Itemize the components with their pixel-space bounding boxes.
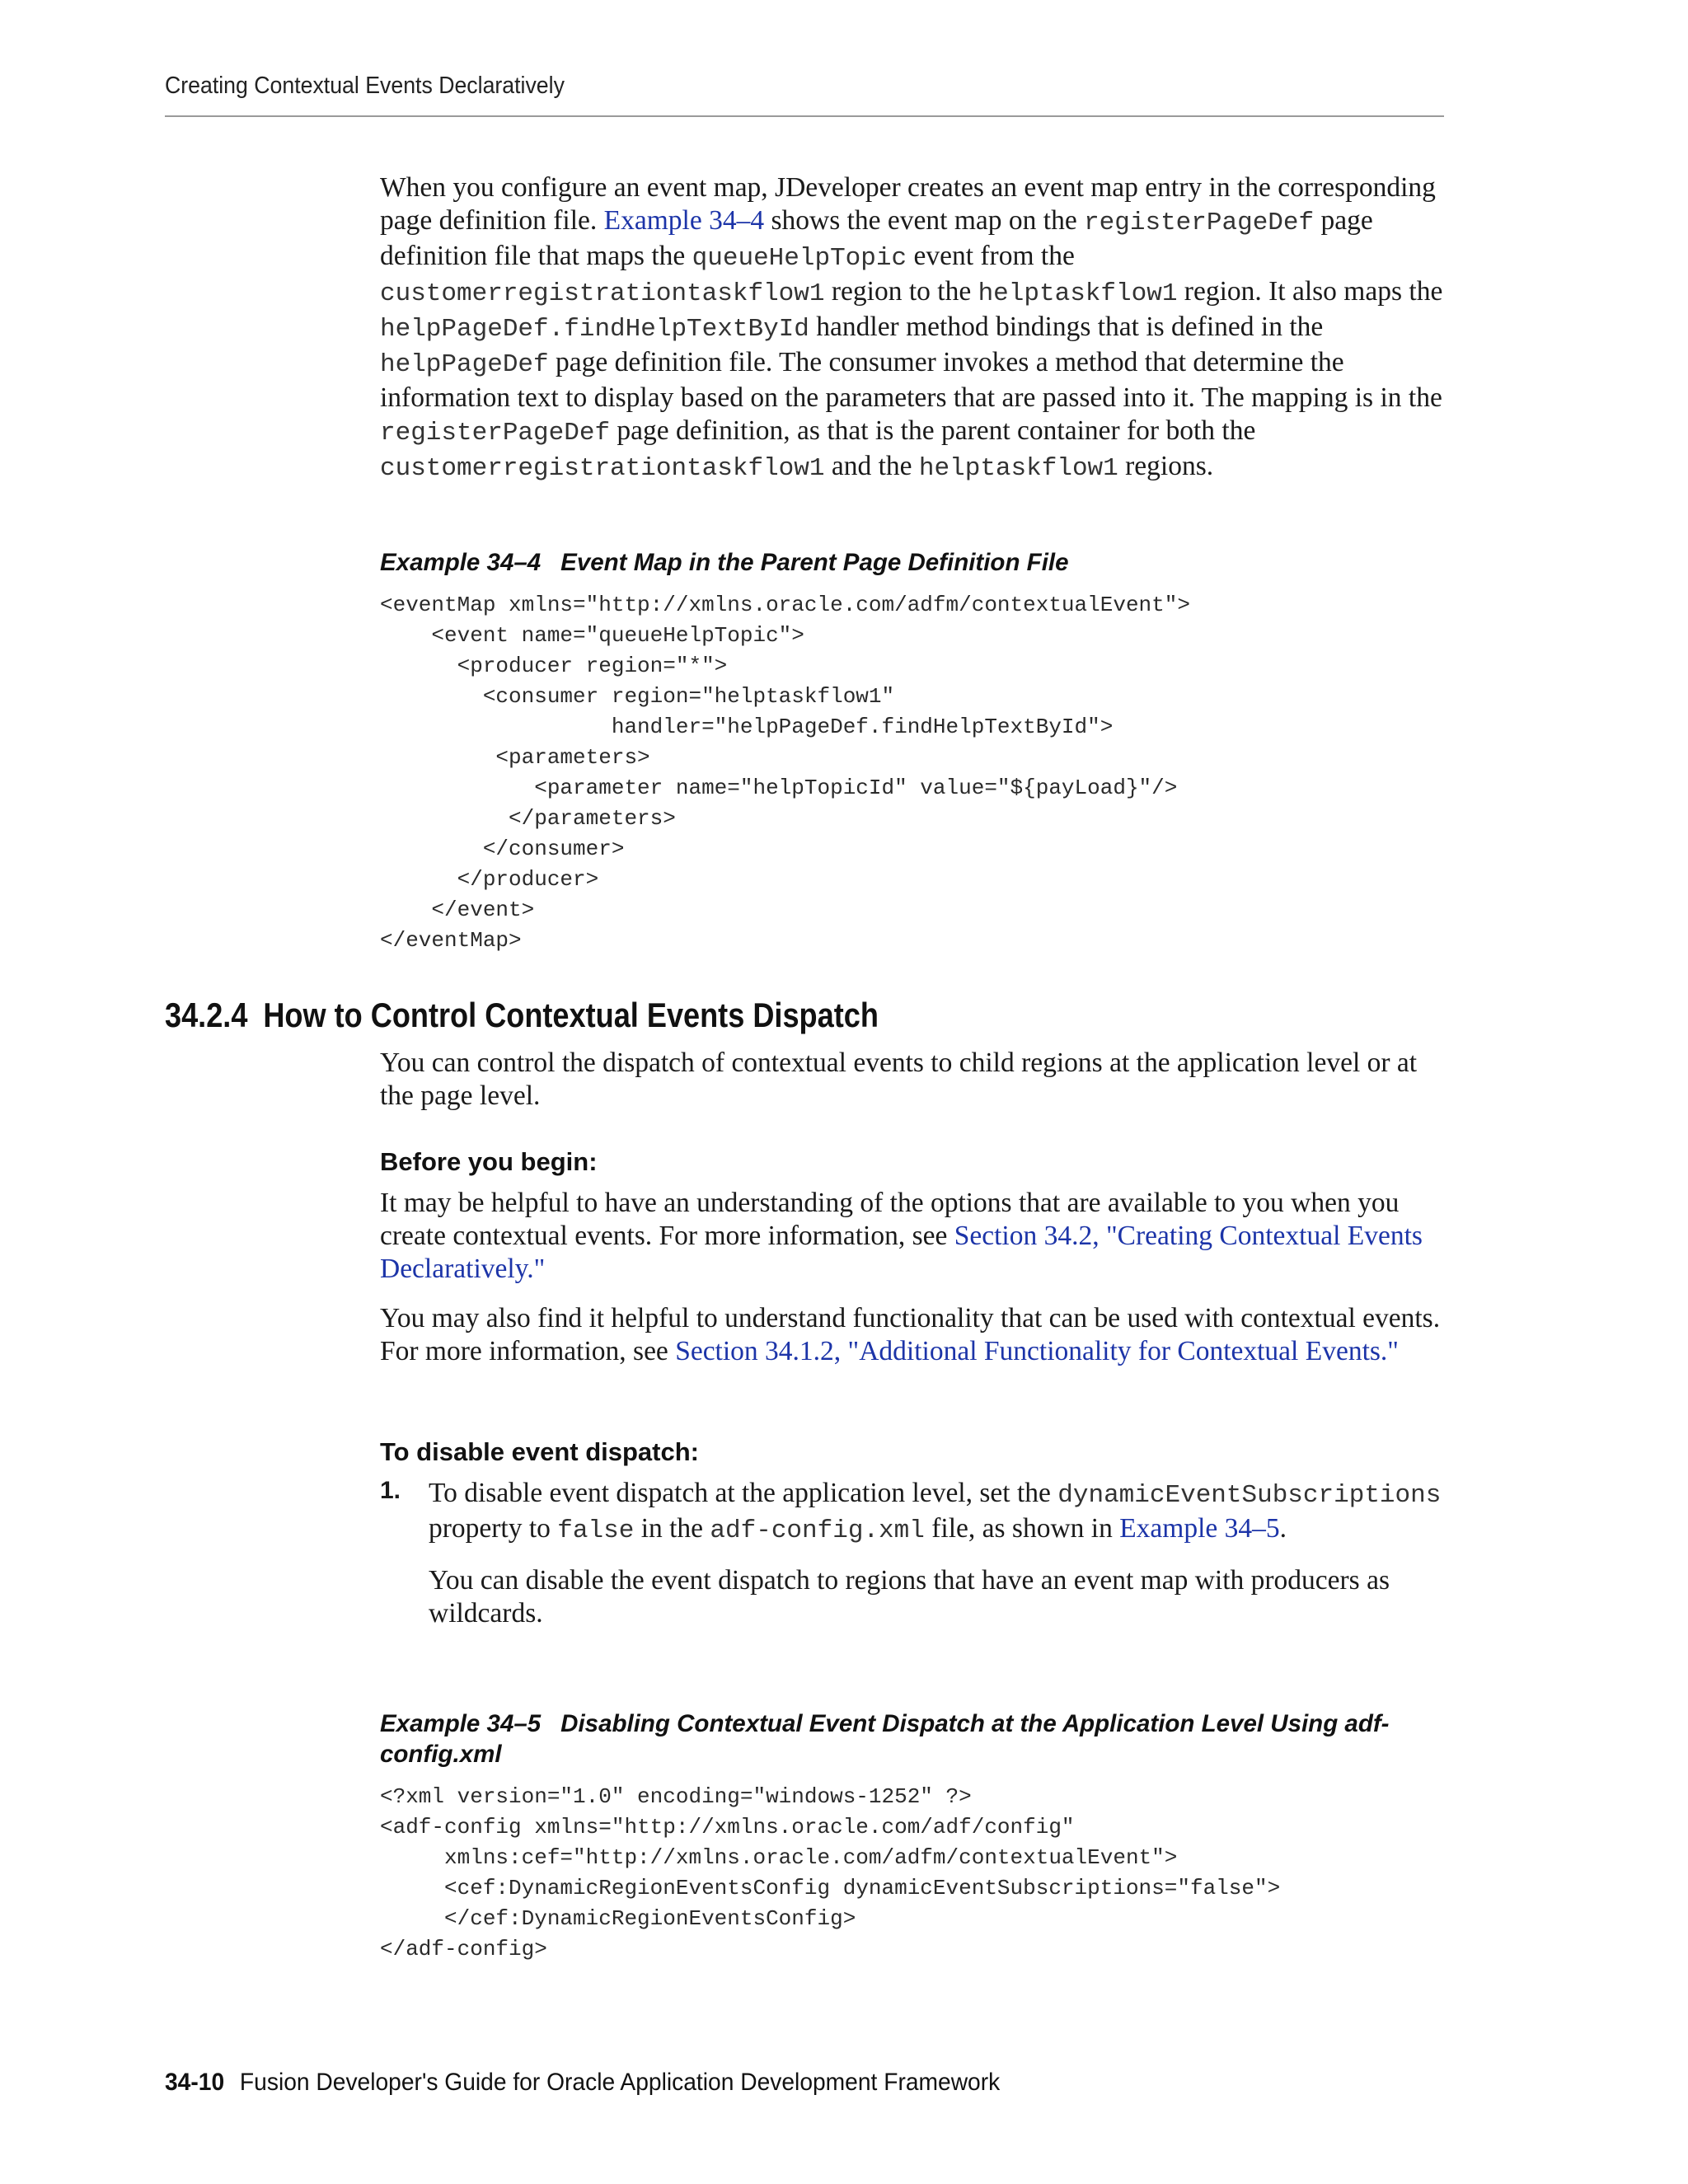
code-false: false xyxy=(557,1516,635,1545)
example-label: Example 34–5 xyxy=(380,1710,542,1737)
code-adf-config-xml: adf-config.xml xyxy=(710,1516,925,1545)
header-rule xyxy=(165,115,1444,117)
disable-heading-block xyxy=(380,1437,1451,1467)
text: page definition, as that is the parent container for both the xyxy=(610,415,1256,446)
example-34-5-code-block xyxy=(380,1782,1451,1965)
text: shows the event map on the xyxy=(764,205,1085,236)
section-heading xyxy=(165,996,879,1035)
text: region. It also maps the xyxy=(1177,276,1443,307)
link-example-34-4[interactable]: Example 34–4 xyxy=(603,205,765,236)
section-intro-block xyxy=(380,1047,1451,1113)
text: . xyxy=(1279,1513,1287,1544)
section-intro: You can control the dispatch of contextual events to child regions at the application level or at the page level. xyxy=(380,1047,1418,1111)
text: event from the xyxy=(907,241,1075,271)
text: handler method bindings that is defined in the xyxy=(809,312,1324,342)
text: You may also find it helpful to understand functionality that can be used with contextual events. For more information, see xyxy=(380,1303,1441,1366)
code-help-taskflow: helptaskflow1 xyxy=(918,454,1118,483)
before-para-2 xyxy=(380,1302,1451,1368)
before-para-1 xyxy=(380,1187,1451,1286)
text: It may be helpful to have an understanding of the options that are available to you when you create contextual events. For more information, see xyxy=(380,1188,1400,1251)
text: To disable event dispatch at the application level, set the xyxy=(429,1478,1058,1508)
step-1-text xyxy=(429,1477,1451,1548)
intro-paragraph xyxy=(380,171,1451,485)
before-para-1-block xyxy=(380,1187,1451,1286)
example-34-4-title xyxy=(380,547,1451,578)
section-title: How to Control Contextual Events Dispatch xyxy=(263,996,879,1034)
page-footer xyxy=(165,2069,1000,2097)
step-1-note: You can disable the event dispatch to regions that have an event map with producers as wildcards. xyxy=(429,1565,1390,1629)
step-number: 1. xyxy=(380,1477,401,1504)
example-title: Event Map in the Parent Page Definition File xyxy=(560,549,1069,576)
link-example-34-5[interactable]: Example 34–5 xyxy=(1119,1513,1280,1544)
example-34-4-code-block xyxy=(380,590,1451,956)
link-section-34-1-2[interactable]: Section 34.1.2, "Additional Functionality for Contextual Events." xyxy=(675,1336,1399,1366)
text: in the xyxy=(634,1513,710,1544)
before-you-begin-heading-block xyxy=(380,1147,1451,1177)
code-handler: helpPageDef.findHelpTextById xyxy=(380,315,809,344)
text: property to xyxy=(429,1513,558,1544)
text: page definition file that maps the xyxy=(380,205,1373,271)
text: and the xyxy=(824,451,919,481)
code-help-taskflow: helptaskflow1 xyxy=(978,279,1178,308)
link-section-34-2[interactable]: Section 34.2, "Creating Contextual Events Declaratively." xyxy=(380,1221,1423,1284)
example-label: Example 34–4 xyxy=(380,549,542,576)
step-1-block xyxy=(380,1477,1451,1630)
intro-paragraph-block xyxy=(380,171,1451,485)
page-number: 34-10 xyxy=(165,2069,225,2096)
code-queue-help-topic: queueHelpTopic xyxy=(692,244,907,273)
code-help-page-def: helpPageDef xyxy=(380,350,549,379)
before-para-2-block xyxy=(380,1302,1451,1368)
disable-heading: To disable event dispatch: xyxy=(380,1437,700,1466)
text: file, as shown in xyxy=(924,1513,1120,1544)
code-listing: <?xml version="1.0" encoding="windows-1252" ?> <adf-config xmlns="http://xmlns.oracle.com/adf/config" xmlns:cef="http://xmlns.oracle.com/adfm/contextualEvent"> <cef:DynamicRegionEventsConfig dynamicEventSubscriptions="false"> </cef:DynamicRegionEventsConfig> </adf-config> xyxy=(380,1784,1281,1961)
code-listing: <eventMap xmlns="http://xmlns.oracle.com/adfm/contextualEvent"> <event name="queueHelpTopic"> <producer region="*"> <consumer region="helptaskflow1" handler="helpPageDef.findHelpTextById"> <parameters> <parameter name="helpTopicId" value="${payLoad}"/> </parameters> </consumer> </producer> </event> </eventMap> xyxy=(380,593,1190,953)
example-34-5-title xyxy=(380,1708,1443,1769)
code-customer-taskflow: customerregistrationtaskflow1 xyxy=(380,279,825,308)
text: regions. xyxy=(1118,451,1214,481)
code-register-page-def: registerPageDef xyxy=(1084,209,1315,237)
text: When you configure an event map, JDeveloper creates an event map entry in the corresponding page definition file. xyxy=(380,172,1436,236)
code-register-page-def: registerPageDef xyxy=(380,419,611,448)
text: region to the xyxy=(824,276,978,307)
example-title: Disabling Contextual Event Dispatch at the Application Level Using adf-config.xml xyxy=(380,1710,1390,1768)
running-header: Creating Contextual Events Declaratively xyxy=(165,73,565,99)
code-customer-taskflow: customerregistrationtaskflow1 xyxy=(380,454,825,483)
book-title: Fusion Developer's Guide for Oracle Application Development Framework xyxy=(239,2069,1001,2096)
text: page definition file. The consumer invokes a method that determine the information text to display based on the parameters that are passed into it. The mapping is in the xyxy=(380,347,1442,413)
before-you-begin-heading: Before you begin: xyxy=(380,1147,598,1176)
code-dynamic-event-subscriptions: dynamicEventSubscriptions xyxy=(1057,1481,1442,1510)
section-number: 34.2.4 xyxy=(165,996,248,1034)
